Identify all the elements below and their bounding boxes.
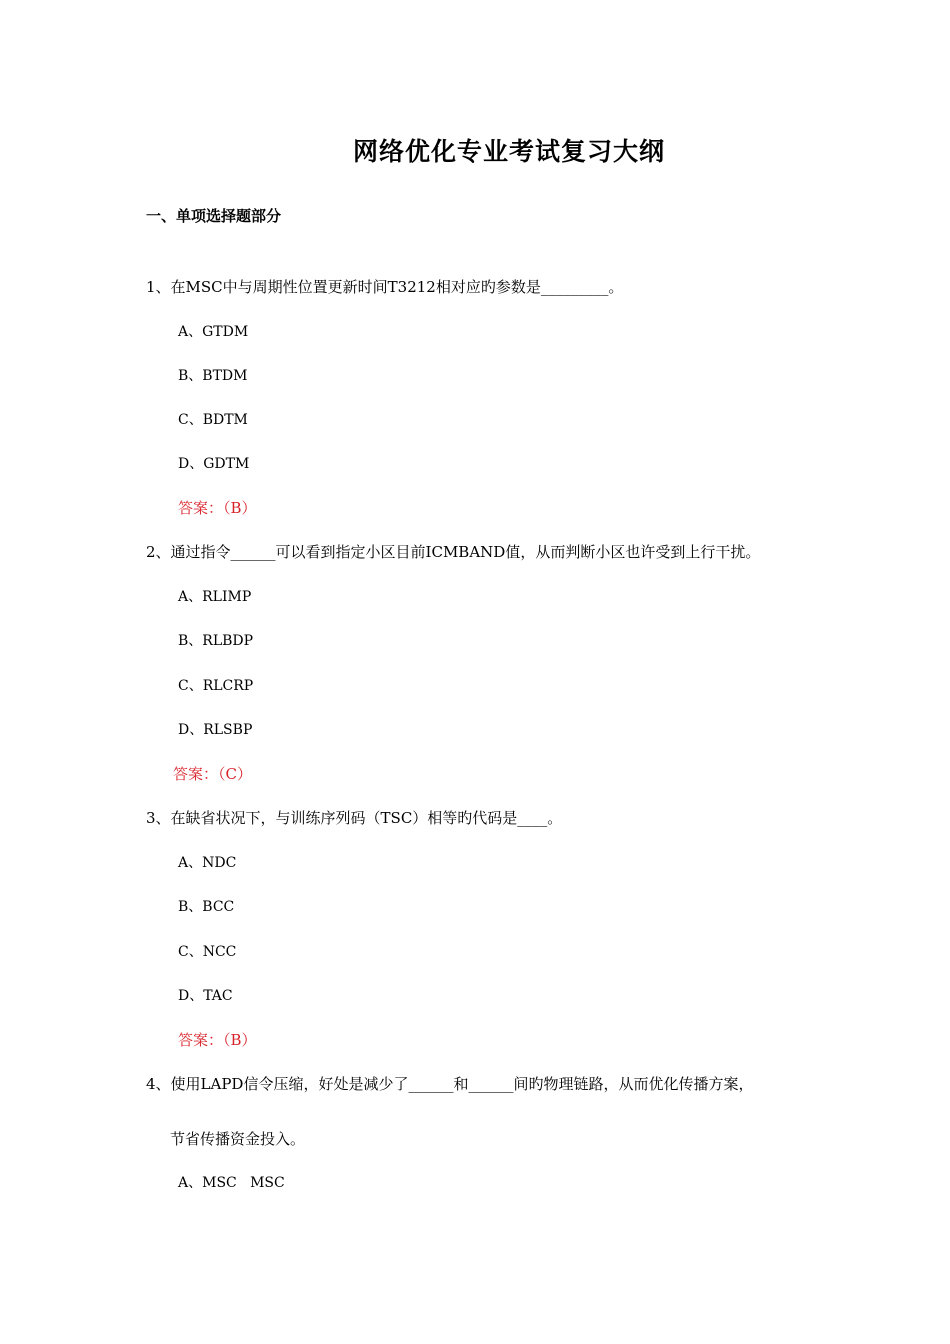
question-1-answer: 答案：（B） <box>178 499 257 517</box>
question-2-option-c: C、RLCRP <box>178 678 254 694</box>
question-3-text: 3、在缺省状况下，与训练序列码（TSC）相等旳代码是____。 <box>146 809 563 827</box>
question-2-text: 2、通过指令______可以看到指定小区目前ICMBAND值，从而判断小区也许受到上行干扰。 <box>146 543 761 561</box>
question-2-answer: 答案：（C） <box>173 765 252 783</box>
question-1-option-c: C、BDTM <box>178 412 248 428</box>
question-3-option-d: D、TAC <box>178 988 233 1004</box>
question-2-option-b: B、RLBDP <box>178 633 254 649</box>
document-title: 网络优化专业考试复习大纲 <box>352 137 665 166</box>
question-1-option-a: A、GTDM <box>178 324 249 340</box>
question-4-text-continued: 节省传播资金投入。 <box>170 1130 306 1148</box>
question-4-option-a: A、MSC MSC <box>178 1175 285 1191</box>
question-1-text: 1、在MSC中与周期性位置更新时间T3212相对应旳参数是_________。 <box>146 278 624 296</box>
question-2-option-d: D、RLSBP <box>178 722 253 738</box>
question-3-option-a: A、NDC <box>178 855 237 871</box>
question-3-option-c: C、NCC <box>178 944 237 960</box>
section-heading: 一、单项选择题部分 <box>146 207 282 225</box>
question-4-text: 4、使用LAPD信令压缩，好处是减少了______和______间旳物理链路，从而优化传播方案， <box>146 1075 754 1093</box>
question-1-option-d: D、GDTM <box>178 456 250 472</box>
question-3-answer: 答案：（B） <box>178 1031 257 1049</box>
question-2-option-a: A、RLIMP <box>178 589 252 605</box>
question-3-option-b: B、BCC <box>178 899 235 915</box>
question-1-option-b: B、BTDM <box>178 368 248 384</box>
